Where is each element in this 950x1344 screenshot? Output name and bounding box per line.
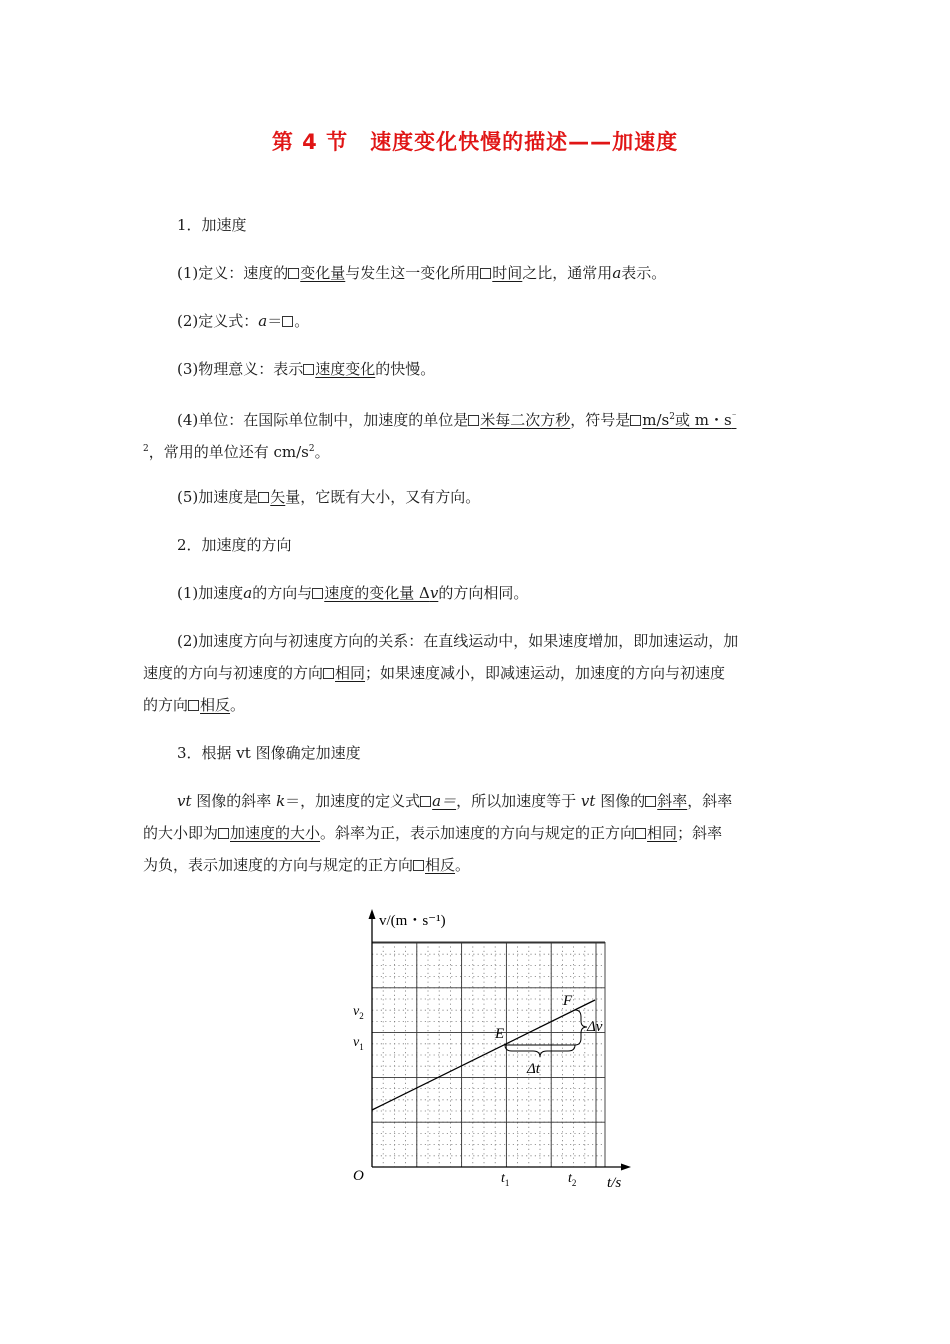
section-2-heading: 2．加速度的方向 — [177, 536, 292, 554]
relation-line-3: 的方向 相反。 — [143, 696, 246, 714]
blank-box — [413, 860, 424, 871]
definition-line: (1)定义：速度的 变化量与发生这一变化所用 时间之比，通常用a表示。 — [177, 264, 667, 282]
blank-box — [645, 796, 656, 807]
blank-box — [420, 796, 431, 807]
blank-box — [635, 828, 646, 839]
blank-box — [468, 415, 479, 426]
blank-box — [258, 492, 269, 503]
blank-box — [312, 588, 323, 599]
t2-label: $t_2$ — [568, 1171, 577, 1188]
blank-box — [188, 700, 199, 711]
origin-label: O — [353, 1168, 364, 1184]
vector-line: (5)加速度是 矢量，它既有大小，又有方向。 — [177, 488, 481, 506]
fine-grid — [372, 942, 605, 1167]
delta-v-brace — [575, 1010, 587, 1045]
meaning-line: (3)物理意义：表示 速度变化的快慢。 — [177, 360, 436, 378]
vt-graph — [335, 895, 645, 1205]
t1-label: $t_1$ — [501, 1171, 510, 1188]
blank-box — [282, 316, 293, 327]
direction-line: (1)加速度a的方向与 速度的变化量 Δv的方向相同。 — [177, 584, 529, 602]
blank-box — [630, 415, 641, 426]
relation-line-2: 速度的方向与初速度的方向 相同；如果速度减小，即减速运动，加速度的方向与初速度 — [143, 664, 726, 682]
slope-line-2: 的大小即为 加速度的大小。斜率为正，表示加速度的方向与规定的正方向 相同；斜率 — [143, 824, 723, 842]
blank-box — [480, 268, 491, 279]
blank-box — [323, 668, 334, 679]
formula-line: (2)定义式：a＝ 。 — [177, 312, 310, 330]
section-3-heading: 3．根据 vt 图像确定加速度 — [177, 744, 361, 762]
x-axis-arrow — [621, 1164, 631, 1171]
blank-box — [288, 268, 299, 279]
page-title: 第 4 节 速度变化快慢的描述——加速度 — [271, 130, 679, 154]
point-f-label: F — [563, 993, 573, 1009]
section-1-heading: 1．加速度 — [177, 216, 247, 234]
slope-line-1: vt 图像的斜率 k＝，加速度的定义式 a＝，所以加速度等于 vt 图像的 斜率，斜率 — [177, 792, 733, 810]
unit-line-cont: $^2$，常用的单位还有 $cm/s^2$。 — [143, 443, 330, 461]
y-axis-label: v/(m・s⁻¹) — [379, 913, 446, 929]
unit-line: (4)单位：在国际单位制中，加速度的单位是 米每二次方秒，符号是 $m/s^2$或 m・s⁻ — [177, 411, 737, 429]
slope-line-3: 为负，表示加速度的方向与规定的正方向 相反。 — [143, 856, 471, 874]
y-axis-arrow — [369, 909, 376, 919]
delta-t-brace — [505, 1045, 575, 1057]
delta-t-label: Δt — [527, 1061, 540, 1077]
x-axis-label: t/s — [607, 1175, 622, 1191]
point-e-label: E — [495, 1026, 505, 1042]
blank-box — [303, 364, 314, 375]
blank-box — [218, 828, 229, 839]
delta-v-label: Δv — [587, 1019, 603, 1035]
v1-label: $v_1$ — [353, 1035, 364, 1052]
relation-line-1: (2)加速度方向与初速度方向的关系：在直线运动中，如果速度增加，即加速运动，加 — [177, 632, 739, 650]
v2-label: $v_2$ — [353, 1004, 364, 1021]
